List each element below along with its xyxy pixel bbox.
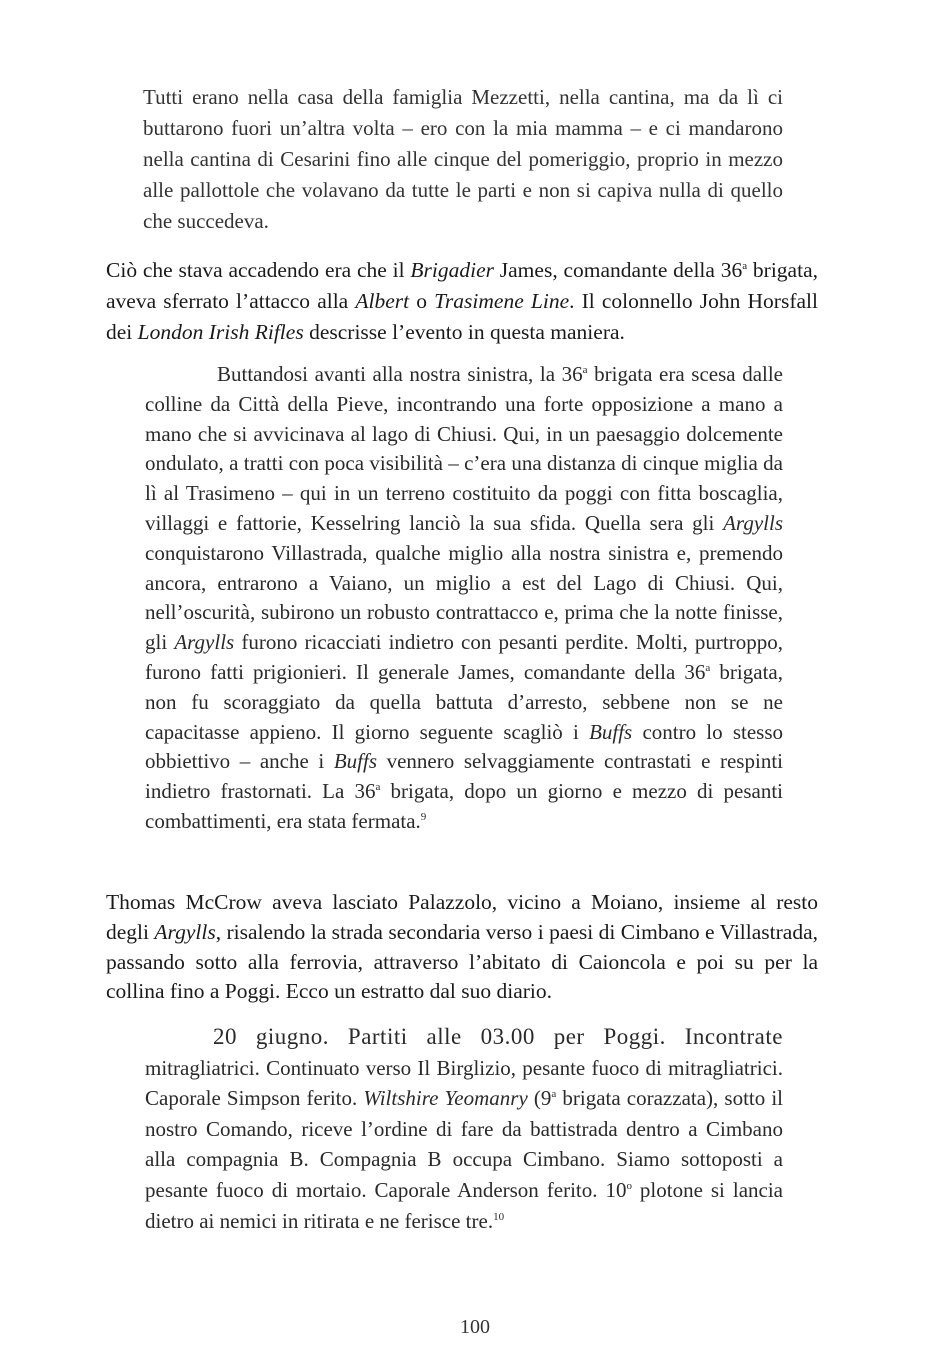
italic-run: Trasimene Line xyxy=(434,289,570,313)
italic-run: Brigadier xyxy=(410,258,494,282)
italic-run: Argylls xyxy=(174,630,235,655)
paragraph-text: Tutti erano nella casa della famiglia Mezzetti, nella cantina, ma da lì ci buttarono fuori un’altra volta – ero con la mia mamma – e ci mandarono nella cantina di Cesarini fino alle cinque del pomeriggio, proprio in mezzo alle pallottole che volavano da tutte le parti e non si capiva nulla di quello che succedeva. xyxy=(143,85,783,233)
text-run: Thomas McCrow aveva lasciato Palazzolo, vicino a Moiano, insieme al resto degli xyxy=(106,890,818,944)
text-run: Buttandosi avanti alla nostra sinistra, la 36 xyxy=(217,362,583,386)
italic-run: Wiltshire Yeomanry xyxy=(363,1086,528,1111)
text-run: 20 giugno. Partiti alle 03.00 per Poggi. Incontrate xyxy=(213,1024,783,1049)
italic-run: Buffs xyxy=(589,719,633,744)
superscript: a xyxy=(742,259,748,272)
text-run: furono ricacciati indietro con pesanti perdite. Molti, purtroppo, furono fatti prigionieri. Il generale James, comandante della 36 xyxy=(145,630,784,684)
text-run: mitragliatrici. Continuato verso Il Birglizio, pesante fuoco di mitragliatrici. Caporale Simpson ferito. xyxy=(145,1055,783,1111)
text-run: brigata era scesa dalle colline da Città della Pieve, incontrando una forte opposizione a mano a mano che si avvicinava al lago di Chiusi. Qui, in un paesaggio dolcemente ondulato, a tratti con poca visibilità – c’era una distanza di cinque miglia da lì al Trasimeno – qui in un terreno costituito da poggi con fitta boscaglia, villaggi e fattorie, Kesselring lanciò la sua sfida. Quella sera gli xyxy=(145,362,783,535)
text-run: . Il colonnello John Horsfall dei xyxy=(106,289,818,344)
italic-run: Argylls xyxy=(154,919,216,944)
footnote-ref: 10 xyxy=(493,1210,505,1223)
superscript: a xyxy=(582,364,588,376)
text-run: , risalendo la strada secondaria verso i paesi di Cimbano e Villastrada, passando sotto alla ferrovia, attraverso l’abitato di Caioncola e poi su per la collina fino a Poggi. Ecco un estratto dal suo diario. xyxy=(106,919,818,1004)
text-run: contro lo stesso obbiettivo – anche i xyxy=(145,719,784,774)
superscript: o xyxy=(626,1179,632,1192)
text-run: brigata corazzata), sotto il nostro Comando, riceve l’ordine di fare da battistrada dentro a Cimbano alla compagnia B. Compagnia B occupa Cimbano. Siamo sottoposti a pesante fuoco di mortaio. Caporale Anderson ferito. 10 xyxy=(145,1086,784,1202)
superscript: a xyxy=(375,781,381,794)
text-run: brigata, dopo un giorno e mezzo di pesanti combattimenti, era stata fermata. xyxy=(145,779,783,833)
paragraph-testimony xyxy=(143,82,783,237)
block-quote-horsfall xyxy=(145,360,783,837)
text-run: (9 xyxy=(527,1086,552,1111)
text-run: Ciò che stava accadendo era che il xyxy=(106,258,411,282)
italic-run: Buffs xyxy=(333,749,377,774)
text-run: descrisse l’evento in questa maniera. xyxy=(303,320,625,344)
footnote-ref: 9 xyxy=(420,810,427,823)
italic-run: London Irish Rifles xyxy=(137,320,304,344)
paragraph-narrative-2 xyxy=(106,888,818,1007)
italic-run: Argylls xyxy=(723,510,783,535)
page-number: 100 xyxy=(460,1316,490,1338)
superscript: a xyxy=(705,661,711,674)
text-run: o xyxy=(409,289,435,313)
paragraph-narrative-1 xyxy=(106,255,818,348)
text-run: brigata, non fu scoraggiato da quella battuta d’arresto, sebbene non se ne capacitasse appieno. Il giorno seguente scagliò i xyxy=(145,659,783,744)
block-quote-diary xyxy=(145,1022,783,1236)
text-run: conquistarono Villastrada, qualche miglio alla nostra sinistra e, premendo ancora, entrarono a Vaiano, un miglio a est del Lago di Chiusi. Qui, nell’oscurità, subirono un robusto contrattacco e, prima che la notte finisse, gli xyxy=(145,540,783,655)
superscript: a xyxy=(551,1088,557,1101)
text-run: brigata, aveva sferrato l’attacco alla xyxy=(106,258,818,313)
text-run: vennero selvaggiamente contrastati e respinti indietro frastornati. La 36 xyxy=(145,749,783,804)
text-run: James, comandante della 36 xyxy=(493,258,743,282)
italic-run: Albert xyxy=(355,289,410,313)
text-run: plotone si lancia dietro ai nemici in ritirata e ne ferisce tre. xyxy=(145,1177,783,1233)
